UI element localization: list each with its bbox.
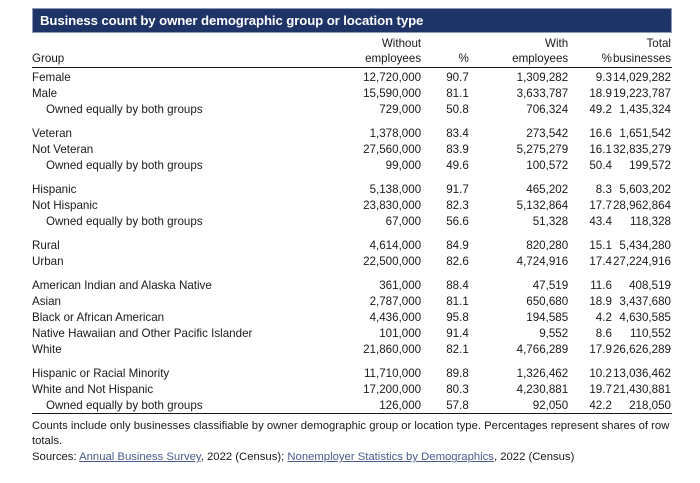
source-link-nonemployer-statistics[interactable]: Nonemployer Statistics by Demographics [287,451,494,464]
cell-without-employees: 21,860,000 [363,342,422,356]
block-spacer-cell [32,230,672,238]
cell-without-employees: 27,560,000 [363,143,422,157]
cell-pct-without: 89.8 [446,366,469,380]
cell-pct-without: 95.8 [446,310,469,324]
cell-pct-with: 11.6 [590,278,612,292]
block-spacer [32,118,672,126]
table-row [32,342,672,358]
cell-without-employees: 1,378,000 [369,127,422,141]
column-header-without-top: Without [381,37,422,50]
column-header-total-businesses [613,37,672,67]
cell-group: American Indian and Alaska Native [32,278,212,292]
cell-total-businesses: 5,603,202 [619,183,671,197]
cell-without-employees: 2,787,000 [369,294,422,308]
cell-pct-without: 83.9 [446,143,469,157]
table-row [32,214,672,230]
column-header-with-top: With [545,37,569,50]
cell-without-employees: 17,200,000 [363,382,422,396]
cell-pct-with: 42.2 [589,398,612,412]
cell-pct-with: 17.4 [589,254,612,268]
cell-with-employees: 47,519 [532,278,569,292]
cell-pct-without: 56.6 [446,215,469,229]
cell-with-employees: 273,542 [526,127,569,141]
cell-total-businesses: 19,223,787 [612,87,671,101]
cell-pct-with: 16.1 [589,143,612,157]
cell-total-businesses: 199,572 [629,159,671,173]
block-spacer-cell [32,358,672,366]
block-spacer-cell [32,118,672,126]
cell-without-employees: 4,436,000 [369,310,422,324]
cell-pct-without: 83.4 [446,127,469,141]
cell-group: Owned equally by both groups [46,398,203,412]
column-header-pct-without-label: % [458,51,469,65]
figure-wrapper [32,8,672,465]
cell-with-employees: 706,324 [526,103,569,117]
cell-pct-without: 80.3 [446,382,469,396]
block-spacer-cell [32,174,672,182]
cell-group: Hispanic [32,183,77,197]
cell-group: White and Not Hispanic [32,382,154,396]
source-link-annual-business-survey[interactable]: Annual Business Survey [79,451,201,464]
table-row [32,294,672,310]
table-row [32,310,672,326]
table-row [32,381,672,397]
cell-total-businesses: 5,434,280 [619,239,671,252]
cell-with-employees: 9,552 [539,326,569,340]
column-header-pct-with-label: % [601,51,612,65]
cell-total-businesses: 27,224,916 [612,254,671,268]
block-spacer-cell [32,270,672,278]
cell-pct-with: 8.3 [595,183,612,197]
cell-group: Rural [32,239,60,252]
table-row [32,86,672,102]
column-header-without-bottom: employees [365,51,422,65]
cell-group: Black or African American [32,310,165,324]
source-1-tail: , 2022 (Census); [200,451,288,464]
cell-with-employees: 100,572 [526,159,569,173]
cell-pct-without: 91.4 [446,326,469,340]
cell-pct-with: 43.4 [589,215,612,229]
table-row [32,102,672,118]
cell-group: Urban [32,254,64,268]
cell-without-employees: 99,000 [385,159,422,173]
cell-without-employees: 22,500,000 [363,254,422,268]
cell-pct-without: 57.8 [446,398,469,412]
cell-pct-without: 81.1 [446,87,469,101]
column-header-with-bottom: employees [512,51,569,65]
cell-group: Not Veteran [32,143,94,157]
cell-group: Owned equally by both groups [46,159,203,173]
cell-total-businesses: 1,435,324 [619,103,671,117]
figure-title: Business count by owner demographic group or location type [32,8,672,33]
table-row [32,182,672,198]
cell-total-businesses: 28,962,864 [612,199,671,213]
cell-total-businesses: 110,552 [629,326,671,340]
cell-with-employees: 4,724,916 [516,254,569,268]
cell-total-businesses: 26,626,289 [612,342,671,356]
cell-with-employees: 1,309,282 [516,71,569,85]
cell-pct-without: 84.9 [446,239,469,252]
cell-pct-without: 82.1 [446,342,469,356]
block-spacer [32,358,672,366]
cell-total-businesses: 32,835,279 [612,143,671,157]
column-header-total-bottom: businesses [612,51,671,65]
table-row [32,254,672,270]
cell-pct-without: 82.3 [446,199,469,213]
block-spacer [32,270,672,278]
cell-pct-without: 81.1 [446,294,469,308]
column-header-pct-with [569,37,613,67]
table-body [32,67,672,415]
table-row [32,158,672,174]
cell-without-employees: 12,720,000 [363,71,422,85]
column-header-with-employees [470,37,569,67]
cell-group: Female [32,71,71,85]
table-bottom-rule-cell [32,414,672,415]
cell-group: Native Hawaiian and Other Pacific Islander [32,326,253,340]
business-count-table [32,37,672,415]
cell-without-employees: 4,614,000 [369,239,422,252]
footnote-text: Counts include only businesses classifiable by owner demographic group or location type. Percentages represent shares of row totals. [32,419,670,447]
sources-line [32,450,672,465]
cell-without-employees: 361,000 [379,278,422,292]
table-row [32,397,672,413]
table-row [32,238,672,254]
cell-without-employees: 5,138,000 [369,183,422,197]
cell-group: Not Hispanic [32,199,98,213]
cell-without-employees: 729,000 [379,103,422,117]
cell-without-employees: 23,830,000 [363,199,422,213]
cell-total-businesses: 13,036,462 [612,366,671,380]
sources-label: Sources: [32,451,80,464]
table-header-row [32,37,672,67]
cell-pct-with: 15.1 [589,239,612,252]
table-row [32,366,672,382]
table-row [32,198,672,214]
cell-group: Asian [32,294,62,308]
column-header-total-top: Total [646,37,671,50]
table-row [32,278,672,294]
cell-with-employees: 4,230,881 [516,382,569,396]
cell-group: Veteran [32,127,72,141]
cell-total-businesses: 3,437,680 [619,294,671,308]
cell-pct-with: 18.9 [589,294,612,308]
cell-with-employees: 5,275,279 [516,143,569,157]
column-header-pct-without [422,37,470,67]
cell-pct-with: 16.6 [589,127,612,141]
cell-pct-with: 9.3 [595,71,612,85]
column-header-group-label: Group [32,51,65,65]
cell-total-businesses: 1,651,542 [619,127,671,141]
cell-without-employees: 101,000 [379,326,422,340]
column-header-group [32,37,319,67]
table-row [32,126,672,142]
cell-group: Owned equally by both groups [46,215,203,229]
cell-without-employees: 67,000 [385,215,422,229]
block-spacer [32,230,672,238]
cell-group: Owned equally by both groups [46,103,203,117]
table-row [32,70,672,86]
cell-with-employees: 92,050 [532,398,569,412]
cell-pct-without: 82.6 [446,254,469,268]
cell-total-businesses: 4,630,585 [619,310,671,324]
cell-group: Male [32,87,58,101]
cell-without-employees: 126,000 [379,398,422,412]
block-spacer [32,174,672,182]
cell-pct-with: 4.2 [595,310,612,324]
cell-pct-with: 8.6 [595,326,612,340]
table-header [32,37,672,67]
cell-with-employees: 820,280 [526,239,569,252]
cell-without-employees: 11,710,000 [363,366,422,380]
column-header-without-employees [319,37,422,67]
table-row [32,326,672,342]
cell-with-employees: 465,202 [526,183,569,197]
cell-pct-without: 50.8 [446,103,469,117]
cell-with-employees: 3,633,787 [516,87,569,101]
cell-pct-without: 88.4 [446,278,469,292]
cell-total-businesses: 21,430,881 [612,382,671,396]
cell-pct-with: 49.2 [589,103,612,117]
cell-pct-with: 50.4 [589,159,612,173]
cell-group: Hispanic or Racial Minority [32,366,170,380]
cell-group: White [32,342,62,356]
cell-pct-without: 91.7 [446,183,469,197]
figure-footer [32,419,672,465]
table-row [32,142,672,158]
cell-pct-without: 49.6 [446,159,469,173]
cell-with-employees: 51,328 [532,215,569,229]
cell-pct-with: 10.2 [589,366,612,380]
cell-total-businesses: 408,519 [629,278,671,292]
cell-pct-without: 90.7 [446,71,469,85]
source-2-tail: , 2022 (Census) [493,451,575,464]
cell-pct-with: 17.9 [589,342,612,356]
cell-total-businesses: 14,029,282 [612,71,671,85]
cell-with-employees: 5,132,864 [516,199,569,213]
cell-pct-with: 19.7 [589,382,612,396]
cell-total-businesses: 118,328 [629,215,671,229]
cell-pct-with: 18.9 [589,87,612,101]
table-bottom-rule [32,414,672,415]
cell-with-employees: 1,326,462 [516,366,569,380]
cell-pct-with: 17.7 [589,199,612,213]
cell-with-employees: 194,585 [526,310,569,324]
cell-without-employees: 15,590,000 [363,87,422,101]
cell-with-employees: 4,766,289 [516,342,569,356]
cell-total-businesses: 218,050 [629,398,671,412]
cell-with-employees: 650,680 [526,294,569,308]
